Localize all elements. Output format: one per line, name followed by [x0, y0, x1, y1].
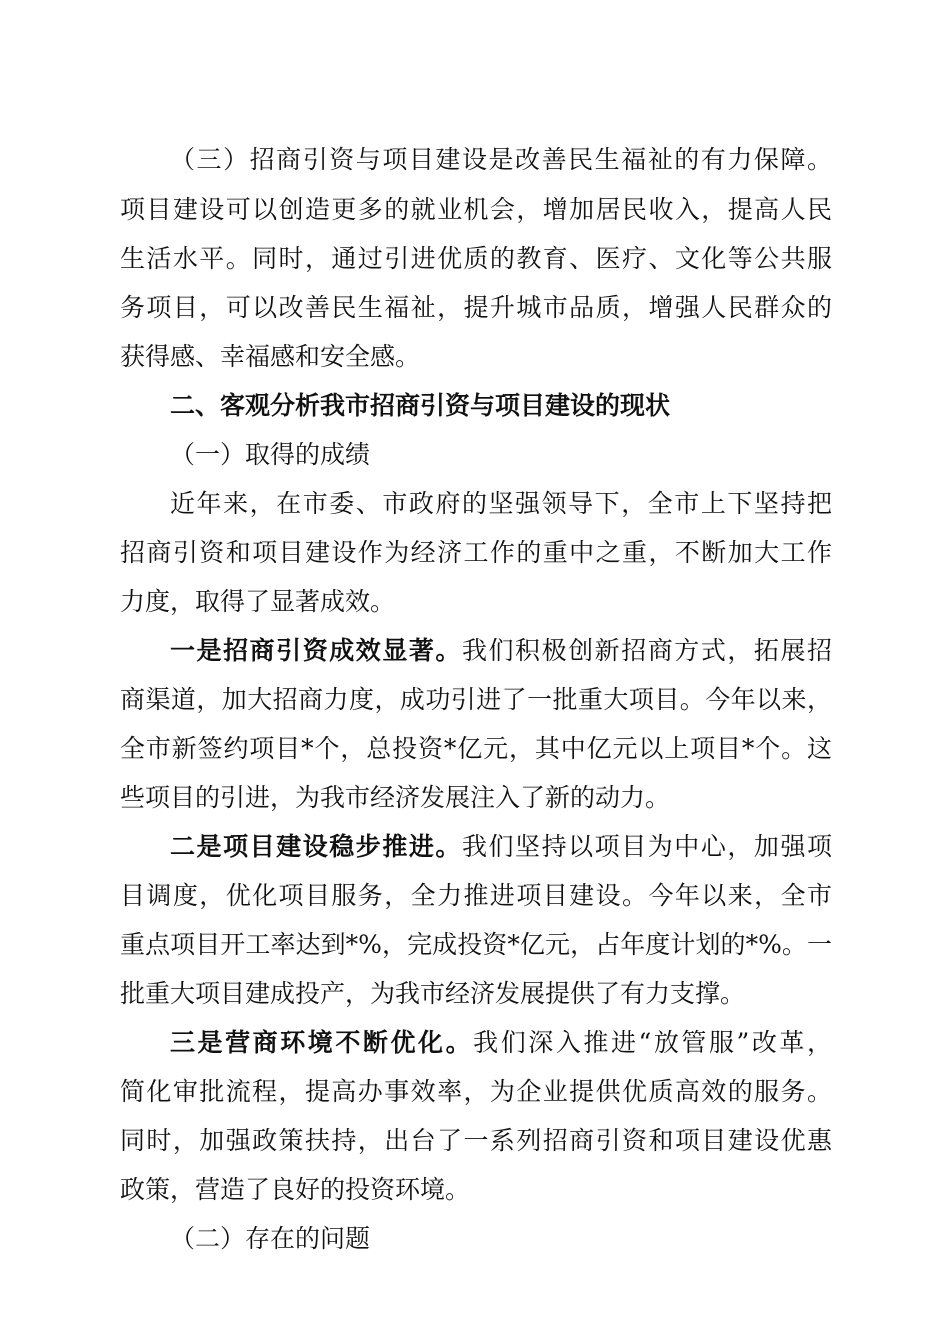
body-line: 目调度，优化项目服务，全力推进项目建设。今年以来，全市 [120, 881, 832, 910]
body-line: 获得感、幸福感和安全感。 [120, 342, 421, 371]
para-two-text: 我们坚持以项目为中心，加强项 [461, 832, 832, 861]
para-3-lead: （三）招商引资与项目建设是改善民生福祉的有力保障。 [170, 145, 832, 174]
body-line: 些项目的引进，为我市经济发展注入了新的动力。 [120, 783, 671, 812]
body-line: 同时，加强政策扶持，出台了一系列招商引资和项目建设优惠 [120, 1126, 832, 1155]
subheading-problems: （二）存在的问题 [170, 1224, 371, 1253]
body-line: 招商引资和项目建设作为经济工作的重中之重，不断加大工作 [120, 538, 832, 567]
para-three-text: 我们深入推进“放管服”改革， [473, 1028, 832, 1057]
para-3-heading-line [170, 142, 832, 178]
body-line: 生活水平。同时，通过引进优质的教育、医疗、文化等公共服 [120, 244, 832, 273]
body-line: 务项目，可以改善民生福祉，提升城市品质，增强人民群众的 [120, 293, 832, 322]
body-line: 批重大项目建成投产，为我市经济发展提供了有力支撑。 [120, 979, 746, 1008]
body-line: 重点项目开工率达到*%，完成投资*亿元，占年度计划的*%。一 [120, 930, 832, 959]
subheading-achievements: （一）取得的成绩 [170, 440, 371, 469]
para-two-first-line [170, 829, 832, 865]
para-three-first-line [170, 1025, 832, 1061]
section-heading: 二、客观分析我市招商引资与项目建设的现状 [170, 391, 671, 420]
body-line: 简化审批流程，提高办事效率，为企业提供优质高效的服务。 [120, 1077, 832, 1106]
para-one-text: 我们积极创新招商方式，拓展招 [461, 636, 832, 665]
body-line: 力度，取得了显著成效。 [120, 587, 396, 616]
para-one-first-line [170, 633, 832, 669]
body-line: 全市新签约项目*个，总投资*亿元，其中亿元以上项目*个。这 [120, 734, 832, 763]
para-two-lead: 二是项目建设稳步推进。 [170, 832, 462, 861]
body-line: 近年来，在市委、市政府的坚强领导下，全市上下坚持把 [170, 489, 832, 518]
para-three-lead: 三是营商环境不断优化。 [170, 1028, 474, 1057]
para-one-lead: 一是招商引资成效显著。 [170, 636, 462, 665]
body-line: 政策，营造了良好的投资环境。 [120, 1175, 471, 1204]
body-line: 项目建设可以创造更多的就业机会，增加居民收入，提高人民 [120, 195, 832, 224]
body-line: 商渠道，加大招商力度，成功引进了一批重大项目。今年以来， [120, 685, 832, 714]
